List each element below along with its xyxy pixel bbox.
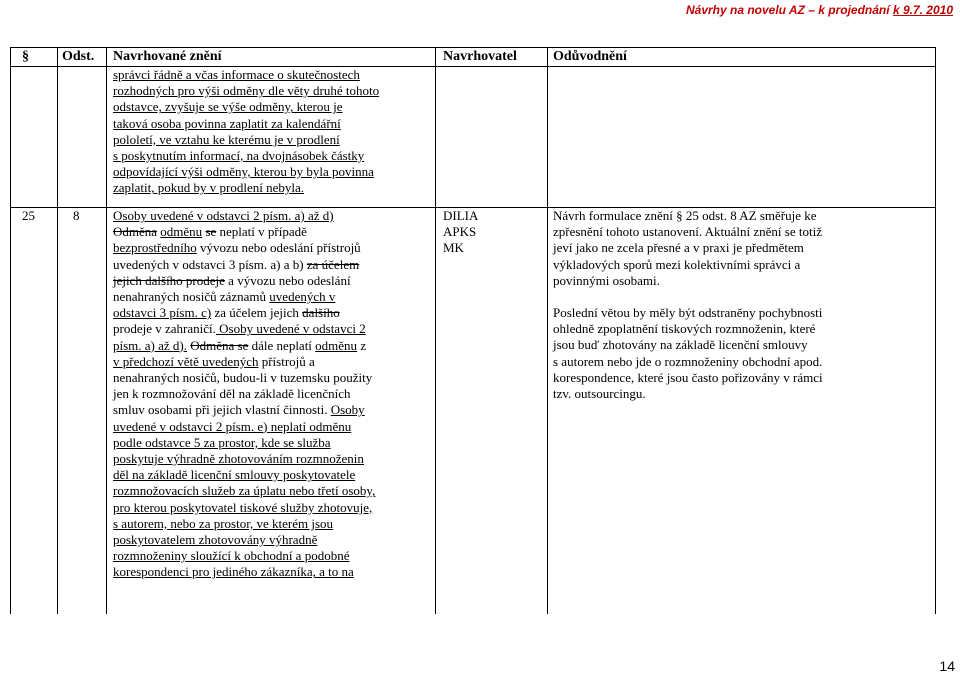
text-segment: jen k rozmnožování děl na základě licenčních	[113, 386, 351, 402]
text-line: jeví jako ne zcela přesné a v praxi je předmětem	[553, 240, 804, 256]
text-segment: smluv osobami při jejich vlastní činnosti.	[113, 402, 331, 418]
page-number: 14	[939, 658, 955, 674]
text-line	[113, 338, 431, 354]
header-title: Návrhy na novelu AZ – k projednání	[685, 3, 890, 17]
row-section-number: 25	[22, 208, 35, 223]
inserted-text: odměnu	[160, 224, 203, 240]
text-line	[113, 386, 431, 402]
table-border-top	[10, 47, 935, 48]
text-line: DILIA	[443, 208, 479, 223]
text-line	[113, 548, 431, 564]
text-line: rozhodných pro výši odměny dle věty druhé tohoto	[113, 83, 380, 99]
text-segment: vývozu nebo odeslání přístrojů	[196, 240, 361, 256]
text-line: taková osoba povinna zaplatit za kalendářní	[113, 115, 341, 131]
column-header-proposed: Navrhované znění	[113, 49, 222, 64]
text-line	[113, 321, 431, 337]
deleted-text: Odměna	[113, 224, 158, 240]
table-divider	[57, 47, 58, 614]
paragraph-gap	[553, 289, 931, 305]
inserted-text: rozmnoženiny sloužící k obchodní a podobné	[113, 548, 350, 564]
row-paragraph-number: 8	[73, 208, 80, 223]
inserted-text: pro kterou poskytovatel tiskové služby zhotovuje,	[113, 499, 373, 515]
inserted-text: Osoby	[330, 402, 365, 418]
text-line: jsou buď zhotovány na základě licenční smlouvy	[553, 337, 808, 353]
inserted-text: rozmnožovacích služeb za úplatu nebo třetí osoby,	[113, 483, 376, 499]
text-line	[113, 451, 431, 467]
inserted-text: děl na základě licenční smlouvy poskytovatele	[113, 467, 356, 483]
text-line	[113, 532, 431, 548]
text-line: ohledně zpoplatnění tiskových rozmnoženin, které	[553, 321, 816, 337]
text-line: APKS	[443, 224, 477, 240]
text-line: zpřesnění tohoto ustanovení. Aktuální znění se totiž	[553, 224, 822, 240]
table-border-right	[935, 47, 936, 614]
inserted-text: poskytuje výhradně zhotovováním rozmnoženin	[113, 451, 364, 467]
inserted-text: bezprostředního	[113, 240, 197, 256]
table-divider	[106, 47, 107, 614]
text-line	[113, 435, 431, 451]
text-line: Poslední větou by měly být odstraněny pochybnosti	[553, 305, 823, 321]
text-segment: dále neplatí	[248, 337, 316, 353]
text-line: správci řádně a včas informace o skutečnostech	[113, 67, 360, 82]
inserted-text: poskytovatelem zhotovovány výhradně	[113, 532, 318, 548]
deleted-text: jejich dalšího prodeje	[113, 272, 225, 288]
text-line: odpovídající výši odměny, kterou by byla povinna	[113, 164, 374, 180]
text-line	[113, 564, 431, 580]
text-line: výkladových sporů mezi kolektivními správci a	[553, 256, 801, 272]
inserted-text: uvedených v	[269, 289, 336, 305]
text-line: zaplatit, pokud by v prodlení nebyla.	[113, 180, 304, 196]
text-line	[113, 483, 431, 499]
text-line	[113, 370, 431, 386]
column-header-section: §	[22, 49, 29, 64]
deleted-text: Odměna se	[190, 337, 249, 353]
inserted-text: odstavci 3 písm. c)	[113, 305, 212, 321]
inserted-text: Osoby uvedené v odstavci 2 písm. a) až d)	[113, 208, 334, 223]
table-divider	[435, 47, 436, 614]
header-date: k 9.7. 2010	[892, 3, 953, 17]
table-divider	[547, 47, 548, 614]
text-line	[113, 224, 431, 240]
proposed-text	[113, 208, 431, 581]
deleted-text: dalšího	[302, 305, 340, 321]
text-line: korespondence, které jsou často pořizovány v rámci	[553, 369, 823, 385]
text-line	[113, 467, 431, 483]
text-line: s poskytnutím informací, na dvojnásobek částky	[113, 148, 365, 164]
text-segment: a vývozu nebo odeslání	[224, 272, 351, 288]
text-line: odstavce, zvyšuje se výše odměny, kterou je	[113, 99, 343, 115]
column-header-paragraph: Odst.	[62, 49, 95, 64]
column-header-proposer: Navrhovatel	[443, 49, 517, 64]
text-line	[113, 516, 431, 532]
text-line	[113, 257, 431, 273]
inserted-text: s autorem, nebo za prostor, ve kterém jsou	[113, 515, 334, 531]
text-line	[113, 500, 431, 516]
continuation-text	[113, 67, 431, 197]
text-line	[113, 354, 431, 370]
table-border-left	[10, 47, 11, 614]
text-line: pololetí, ve vztahu ke kterému je v prodlení	[113, 131, 340, 147]
text-line	[113, 273, 431, 289]
text-segment: z	[357, 337, 367, 353]
inserted-text: odměnu	[315, 337, 358, 353]
text-line	[113, 208, 431, 224]
deleted-text: za účelem	[306, 256, 360, 272]
text-segment: přístrojů a	[258, 353, 315, 369]
text-segment: uvedených v odstavci 3 písm. a) a b)	[113, 256, 307, 272]
text-segment: prodeje v zahraničí.	[113, 321, 216, 337]
text-line	[113, 289, 431, 305]
text-line: MK	[443, 240, 464, 256]
text-line	[113, 419, 431, 435]
column-header-reason: Odůvodnění	[553, 49, 627, 64]
inserted-text: korespondenci pro jediného zákazníka, a to na	[113, 564, 354, 580]
text-line: tzv. outsourcingu.	[553, 386, 646, 402]
text-segment: nenahraných nosičů, budou-li v tuzemsku použity	[113, 370, 373, 386]
reason-text	[553, 208, 931, 402]
text-line	[113, 240, 431, 256]
text-line: Návrh formulace znění § 25 odst. 8 AZ směřuje ke	[553, 208, 817, 223]
text-line: s autorem nebo jde o rozmnoženiny obchodní apod.	[553, 353, 823, 369]
text-line	[113, 305, 431, 321]
proposer-list	[443, 208, 478, 257]
document-header	[686, 3, 953, 17]
inserted-text: uvedené v odstavci 2 písm. e) neplatí odměnu	[113, 418, 352, 434]
text-line: povinnými osobami.	[553, 272, 660, 288]
inserted-text: Osoby uvedené v odstavci 2	[215, 321, 366, 337]
text-segment: nenahraných nosičů záznamů	[113, 289, 270, 305]
deleted-text: se	[205, 224, 217, 240]
inserted-text: podle odstavce 5 za prostor, kde se služba	[113, 434, 331, 450]
inserted-text: v předchozí větě uvedených	[113, 353, 259, 369]
inserted-text: písm. a) až d).	[113, 337, 188, 353]
text-segment: neplatí v případě	[216, 224, 307, 240]
text-line	[113, 402, 431, 418]
text-segment: za účelem jejich	[211, 305, 303, 321]
